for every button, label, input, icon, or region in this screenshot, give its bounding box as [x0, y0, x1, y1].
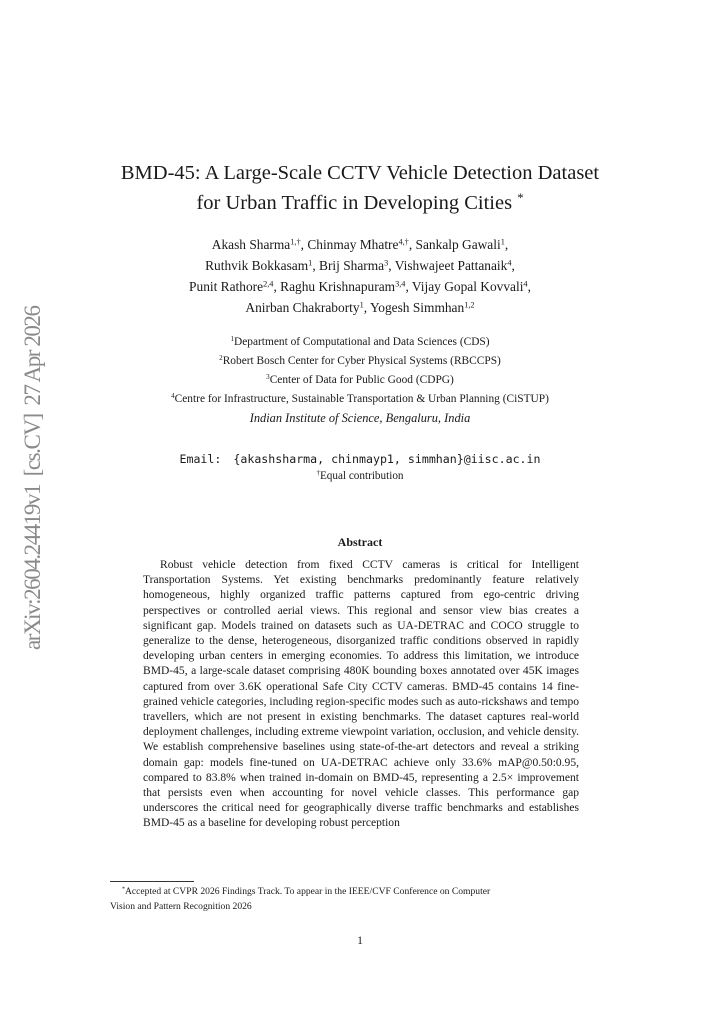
arxiv-stamp: [10, 305, 50, 650]
arxiv-stamp-text: arXiv:2604.24419v1 [cs.CV] 27 Apr 2026: [20, 305, 45, 650]
author-name: Ruthvik Bokkasam: [205, 258, 309, 273]
author-name: Punit Rathore: [189, 279, 264, 294]
author-name: Raghu Krishnapuram: [280, 279, 396, 294]
title-line-1: BMD-45: A Large-Scale CCTV Vehicle Detection Dataset: [120, 162, 600, 184]
title-line-2-text: for Urban Traffic in Developing Cities: [196, 192, 513, 214]
author-name: Chinmay Mhatre: [307, 237, 399, 252]
email-address: {akashsharma, chinmayp1, simmhan}@iisc.ac.in: [233, 452, 541, 466]
affiliation-mark: 1: [230, 335, 234, 344]
title-line-2: [100, 188, 620, 218]
author-affiliation-mark: 1,†: [290, 237, 301, 247]
footnote-rule: [110, 881, 194, 882]
author-affiliation-mark: 1: [500, 237, 505, 247]
author-affiliation-mark: 4: [507, 258, 512, 268]
page-number: 1: [357, 934, 363, 947]
abstract-heading: Abstract: [337, 535, 383, 549]
abstract-body: Robust vehicle detection from fixed CCTV cameras is critical for Intelligent Transportation Systems. Yet existing benchmarks predominantly feature relatively homogeneous, highly organized traffic patterns captured from ego-centric driving perspectives or controlled aerial views. This regional and sensor view bias creates a significant gap. Models trained on datasets such as UA-DETRAC and COCO struggle to generalize to the dense, heterogeneous, disorganized traffic conditions observed in rapidly developing urban centers in emerging economies. To address this limitation, we introduce BMD-45, a large-scale dataset comprising 480K bounding boxes annotated over 45K images captured from over 3.6K operational Safe City CCTV cameras. BMD-45 contains 14 fine-grained vehicle categories, including region-specific modes such as auto-rickshaws and tempo travellers, which are not present in existing benchmarks. The dataset captures real-world deployment challenges, including extreme viewpoint variation, occlusion, and vehicle density. We establish comprehensive baselines using state-of-the-art detectors and reveal a striking domain gap: models fine-tuned on UA-DETRAC achieve only 33.6% mAP@0.50:0.95, compared to 83.8% when trained in-domain on BMD-45, representing a 2.5× improvement that persists even when accounting for novel vehicle classes. This performance gap underscores the critical need for geographically diverse traffic benchmarks and establishes BMD-45 as a baseline for developing robust perception: [143, 559, 579, 830]
equal-contribution-mark: †: [316, 469, 320, 478]
email-label: Email:: [179, 452, 222, 466]
affiliation-line: [100, 333, 620, 352]
affiliation-text: Center of Data for Public Good (CDPG): [269, 374, 454, 386]
equal-contribution-note: [100, 470, 620, 482]
author-list: [100, 234, 620, 318]
author-affiliation-mark: 4,†: [398, 237, 409, 247]
author-line: Ruthvik Bokkasam$^1$, Brij Sharma$^3$, Vishwajeet Pattanaik$^4$,: [205, 258, 515, 273]
author-affiliation-mark: 1: [308, 258, 313, 268]
affiliation-text: Department of Computational and Data Sciences (CDS): [233, 336, 490, 348]
author-affiliation-mark: 2,4: [263, 279, 274, 289]
author-name: Vishwajeet Pattanaik: [394, 258, 508, 273]
author-name: Anirban Chakraborty: [245, 300, 360, 315]
affiliation-text: Robert Bosch Center for Cyber Physical Systems (RBCCPS): [222, 355, 501, 367]
equal-contribution-text: Equal contribution: [319, 470, 404, 482]
author-affiliation-mark: 1,2: [464, 300, 475, 310]
paper-title: [100, 158, 620, 218]
footnote-line-2: Vision and Pattern Recognition 2026: [110, 901, 252, 912]
author-name: Yogesh Simmhan: [369, 300, 465, 315]
affiliation-mark: 3: [266, 373, 270, 382]
author-line: Punit Rathore$^{2,4}$, Raghu Krishnapuram$^{3,4}$, Vijay Gopal Kovvali$^4$,: [189, 279, 531, 294]
author-affiliation-mark: 3,4: [395, 279, 406, 289]
affiliation-line: [100, 390, 620, 409]
footnote-text-1: Accepted at CVPR 2026 Findings Track. To appear in the IEEE/CVF Conference on Computer: [124, 886, 491, 897]
footnote: [110, 884, 620, 914]
institution: Indian Institute of Science, Bengaluru, India: [249, 411, 471, 425]
footnote-mark: *: [122, 886, 125, 893]
author-line: Anirban Chakraborty$^1$, Yogesh Simmhan$^{1,2}$: [245, 300, 475, 315]
footnote-line-1: [110, 884, 620, 899]
affiliations: [100, 333, 620, 428]
title-footnote-mark: *: [517, 191, 524, 206]
affiliation-line: [100, 352, 620, 371]
affiliation-line: [100, 371, 620, 390]
affiliation-text: Centre for Infrastructure, Sustainable Transportation & Urban Planning (CiSTUP): [174, 393, 549, 405]
author-affiliation-mark: 3: [384, 258, 389, 268]
author-name: Sankalp Gawali: [415, 237, 501, 252]
author-name: Akash Sharma: [211, 237, 291, 252]
author-name: Brij Sharma: [319, 258, 385, 273]
author-line: Akash Sharma$^{1,\dagger}$, Chinmay Mhatre$^{4,\dagger}$, Sankalp Gawali$^1$,: [211, 237, 509, 252]
affiliation-mark: 2: [219, 354, 223, 363]
author-name: Vijay Gopal Kovvali: [411, 279, 524, 294]
author-affiliation-mark: 4: [523, 279, 528, 289]
email-line: [100, 451, 620, 467]
affiliation-mark: 4: [171, 392, 175, 401]
author-affiliation-mark: 1: [359, 300, 364, 310]
